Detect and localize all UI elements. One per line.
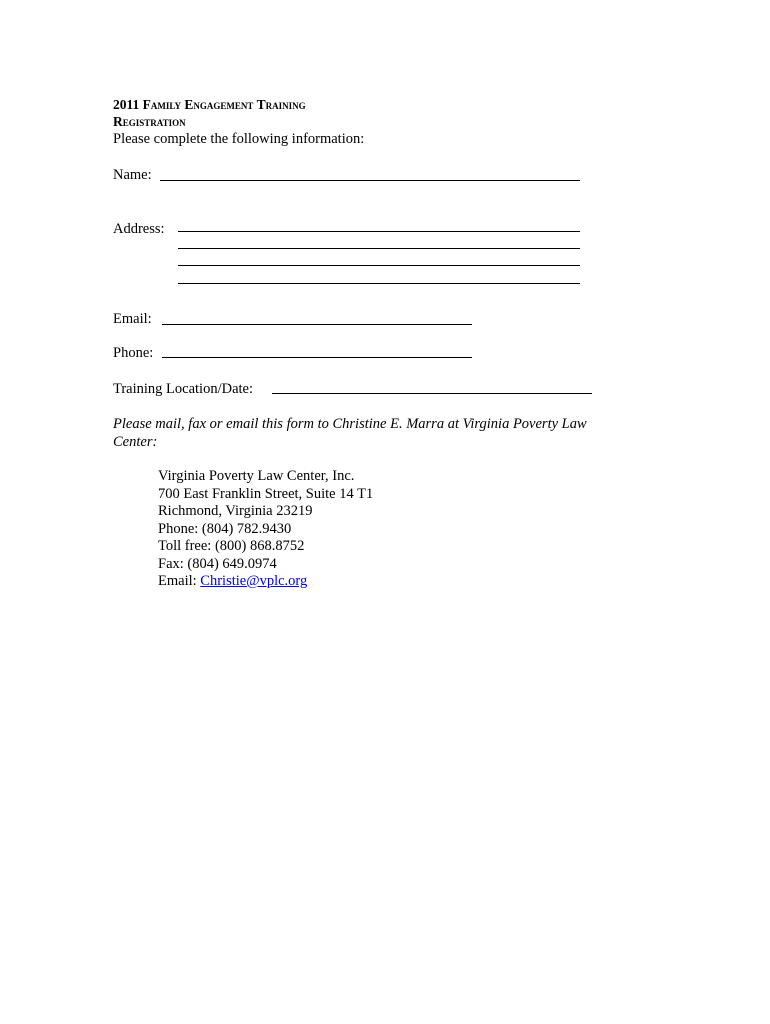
address-field-line-4[interactable] xyxy=(178,283,580,284)
contact-email-label: Email: xyxy=(158,573,201,589)
form-title-line-1: 2011 Family Engagement Training xyxy=(113,97,306,112)
phone-field-line[interactable] xyxy=(162,357,472,358)
contact-city: Richmond, Virginia 23219 xyxy=(158,503,313,519)
email-label: Email: xyxy=(113,311,152,327)
form-intro: Please complete the following information: xyxy=(113,131,365,147)
contact-email-row xyxy=(158,573,373,591)
training-location-field-line[interactable] xyxy=(272,393,592,394)
address-label: Address: xyxy=(113,221,165,237)
name-label: Name: xyxy=(113,167,152,183)
address-field-line-3[interactable] xyxy=(178,265,580,266)
contact-street: 700 East Franklin Street, Suite 14 T1 xyxy=(158,485,374,502)
form-title xyxy=(113,96,306,130)
form-title-line-2: Registration xyxy=(113,114,186,129)
email-field-line[interactable] xyxy=(162,324,472,325)
name-field-line[interactable] xyxy=(160,180,580,181)
contact-phone: Phone: (804) 782.9430 xyxy=(158,520,292,537)
contact-fax: Fax: (804) 649.0974 xyxy=(158,555,277,572)
contact-organization: Virginia Poverty Law Center, Inc. xyxy=(158,468,355,484)
address-field-line-2[interactable] xyxy=(178,248,580,249)
mailing-instructions: Please mail, fax or email this form to Christine E. Marra at Virginia Poverty Law Center: xyxy=(113,416,587,450)
contact-email-link[interactable]: Christie@vplc.org xyxy=(200,573,308,589)
contact-block xyxy=(158,468,373,591)
contact-toll-free: Toll free: (800) 868.8752 xyxy=(158,538,305,554)
phone-label: Phone: xyxy=(113,345,154,361)
address-field-line-1[interactable] xyxy=(178,231,580,232)
training-location-label: Training Location/Date: xyxy=(113,381,254,397)
